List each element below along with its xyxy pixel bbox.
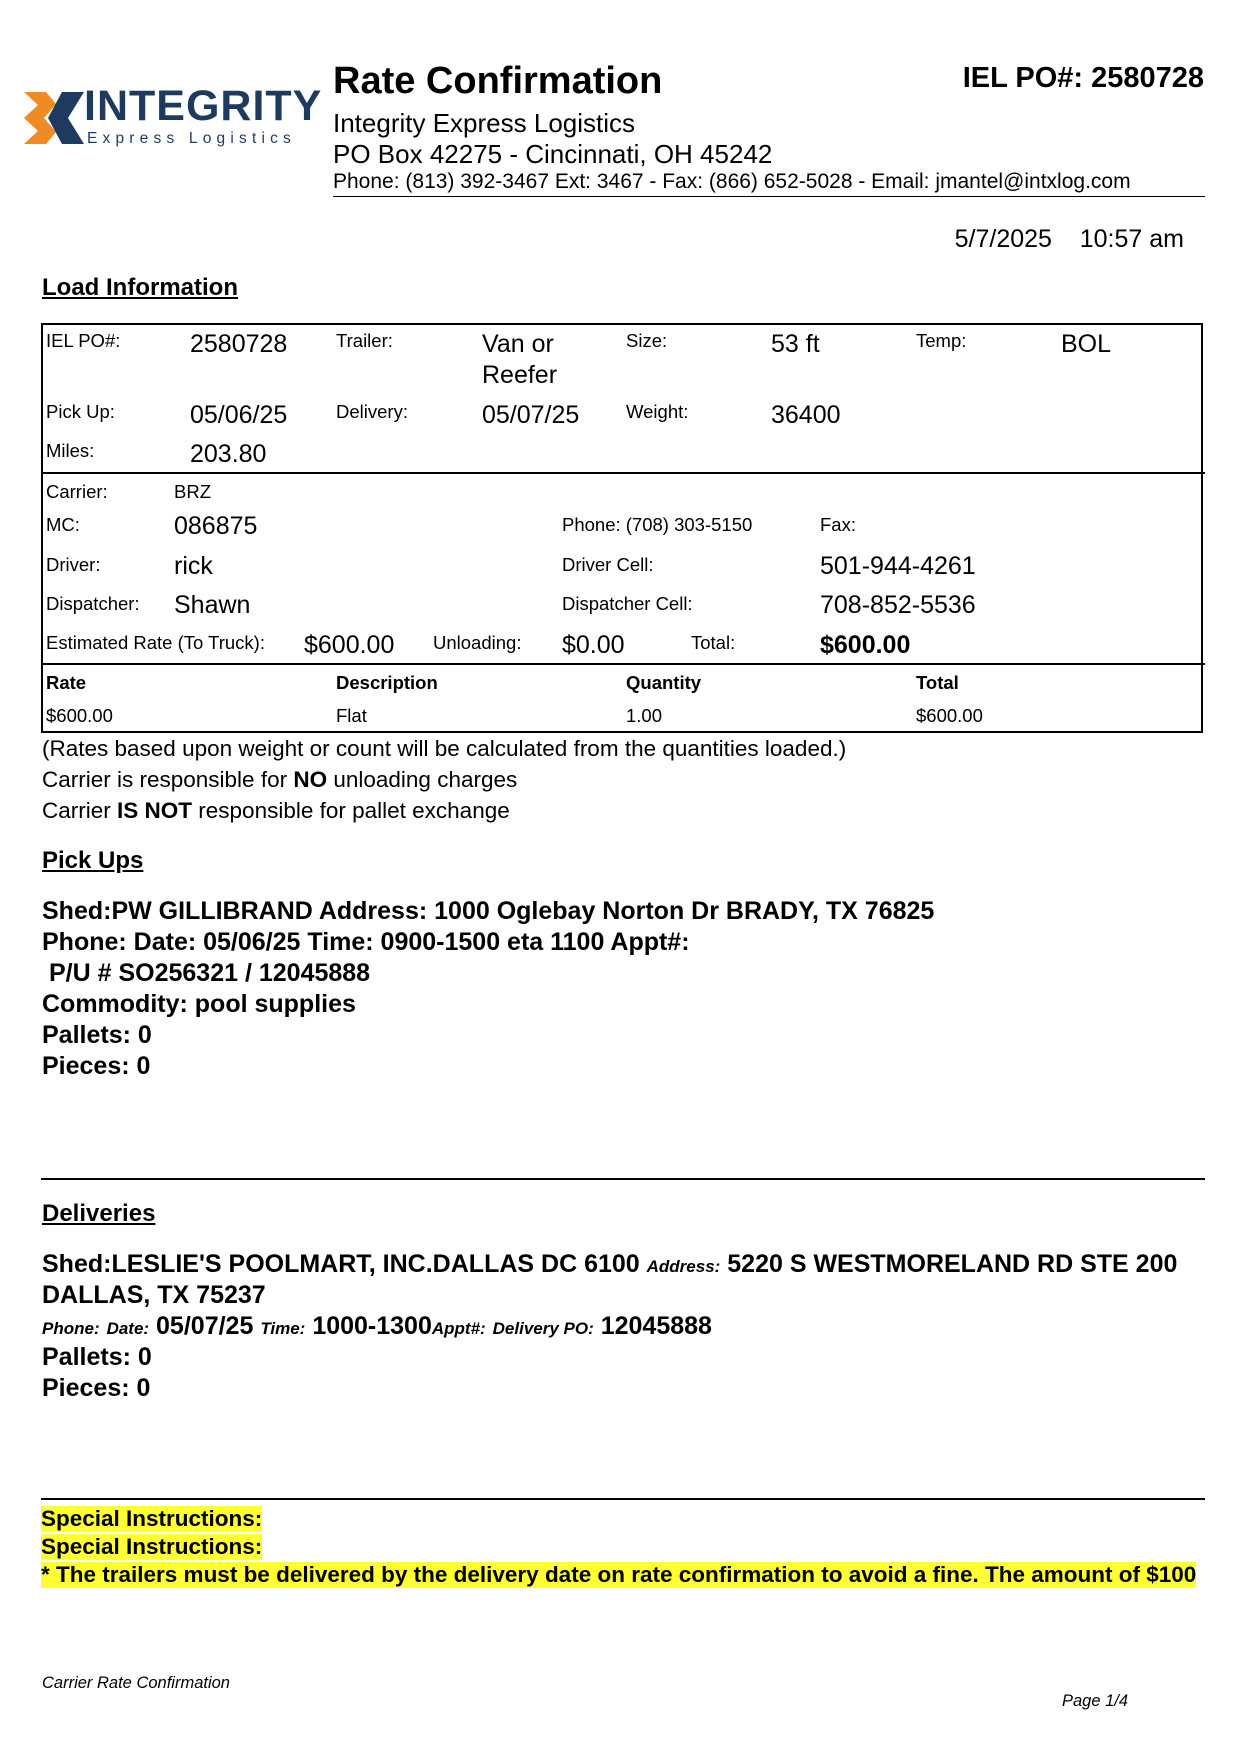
unloading-note: Carrier is responsible for NO unloading charges: [42, 767, 518, 792]
special-instructions-title-1: Special Instructions:: [41, 1506, 263, 1531]
company-contact: Phone: (813) 392-3467 Ext: 3467 - Fax: (866) 652-5028 - Email: jmantel@intxlog.com: [333, 170, 1131, 193]
rates-cell-quantity: 1.00: [626, 705, 663, 726]
pickups-divider: [41, 1178, 1205, 1180]
driver-cell-value: 501-944-4261: [820, 552, 976, 580]
special-instructions-title-2: Special Instructions:: [41, 1534, 263, 1559]
dispatcher-label: Dispatcher:: [46, 593, 140, 614]
po-value: 2580728: [190, 330, 288, 358]
carrier-phone: Phone: (708) 303-5150: [562, 514, 753, 535]
pickup-date-value: 05/06/25: [190, 401, 288, 429]
rates-cell-rate: $600.00: [46, 705, 113, 726]
trailer-value-line2: Reefer: [482, 361, 558, 389]
special-instructions-text: * The trailers must be delivered by the delivery date on rate confirmation to avoid a fine. The amount of $100: [41, 1562, 1197, 1587]
logo-wordmark: INTEGRITY: [84, 82, 323, 130]
dispatcher-cell-value: 708-852-5536: [820, 591, 976, 619]
driver-cell-label: Driver Cell:: [562, 554, 654, 575]
pickup-commodity: Commodity: pool supplies: [42, 990, 356, 1018]
rates-header-total: Total: [916, 672, 959, 693]
logo-subtitle: Express Logistics: [87, 130, 297, 147]
delivery-address: 5220 S WESTMORELAND RD STE 200: [727, 1250, 1178, 1278]
footer-page-number: Page 1/4: [1062, 1692, 1129, 1710]
document-date: 5/7/2025: [954, 225, 1052, 253]
total-value: $600.00: [820, 631, 911, 659]
company-address: PO Box 42275 - Cincinnati, OH 45242: [333, 139, 773, 169]
temp-value: BOL: [1061, 330, 1112, 358]
delivery-phone-date-time: Phone: Date: 05/07/25 Time: 1000-1300Appt#: Delivery PO: 12045888: [42, 1312, 712, 1340]
weight-value: 36400: [771, 401, 841, 429]
pickup-pallets: Pallets: 0: [42, 1021, 152, 1049]
delivery-date-label: Delivery:: [336, 401, 408, 422]
company-logo-mark: [24, 92, 84, 144]
dispatcher-value: Shawn: [174, 591, 251, 619]
load-information-heading: Load Information: [42, 274, 238, 301]
estimated-rate-value: $600.00: [304, 631, 395, 659]
delivery-date-value: 05/07/25: [482, 401, 580, 429]
delivery-pieces: Pieces: 0: [42, 1374, 151, 1402]
rates-header-quantity: Quantity: [626, 672, 702, 693]
miles-label: Miles:: [46, 440, 95, 461]
deliveries-divider: [41, 1498, 1205, 1500]
po-number-header: IEL PO#: 2580728: [962, 62, 1204, 94]
mc-value: 086875: [174, 512, 258, 540]
pickup-date-label: Pick Up:: [46, 401, 115, 422]
miles-value: 203.80: [190, 440, 267, 468]
trailer-label: Trailer:: [336, 330, 393, 351]
rates-cell-total: $600.00: [916, 705, 983, 726]
trailer-value-line1: Van or: [482, 330, 554, 358]
total-label: Total:: [691, 632, 736, 653]
size-value: 53 ft: [771, 330, 820, 358]
deliveries-heading: Deliveries: [42, 1200, 156, 1227]
document-timestamp: [955, 225, 1184, 254]
header-divider: [333, 196, 1205, 197]
pickup-pieces: Pieces: 0: [42, 1052, 151, 1080]
driver-label: Driver:: [46, 554, 101, 575]
pick-ups-heading: Pick Ups: [42, 847, 144, 874]
po-label: IEL PO#:: [46, 330, 121, 351]
company-name: Integrity Express Logistics: [333, 108, 636, 138]
delivery-pallets: Pallets: 0: [42, 1343, 152, 1371]
delivery-time: 1000-1300: [312, 1312, 432, 1340]
temp-label: Temp:: [916, 330, 967, 351]
load-carrier-divider: [41, 472, 1205, 474]
delivery-shed: Shed:LESLIE'S POOLMART, INC.DALLAS DC 6100: [42, 1250, 640, 1278]
estimated-rate-label: Estimated Rate (To Truck):: [46, 632, 265, 653]
pallet-note: Carrier IS NOT responsible for pallet exchange: [42, 798, 510, 823]
footer-document-name: Carrier Rate Confirmation: [42, 1674, 230, 1692]
carrier-value: BRZ: [174, 481, 211, 502]
delivery-city: DALLAS, TX 75237: [42, 1281, 266, 1309]
weight-label: Weight:: [626, 401, 689, 422]
delivery-po: 12045888: [600, 1312, 712, 1340]
unloading-value: $0.00: [562, 631, 625, 659]
pickup-phone-date-time: Phone: Date: 05/06/25 Time: 0900-1500 eta 1100 Appt#:: [42, 928, 690, 956]
driver-value: rick: [174, 552, 213, 580]
carrier-fax-label: Fax:: [820, 514, 856, 535]
rates-note: (Rates based upon weight or count will be calculated from the quantities loaded.): [42, 736, 847, 761]
size-label: Size:: [626, 330, 668, 351]
mc-label: MC:: [46, 514, 80, 535]
delivery-date: 05/07/25: [156, 1312, 254, 1340]
pickup-pu-number: P/U # SO256321 / 12045888: [49, 959, 371, 987]
page-title: Rate Confirmation: [333, 60, 663, 102]
document-time: 10:57 am: [1079, 225, 1184, 253]
carrier-label: Carrier:: [46, 481, 108, 502]
dispatcher-cell-label: Dispatcher Cell:: [562, 593, 693, 614]
rates-header-rate: Rate: [46, 672, 87, 693]
rates-header-description: Description: [336, 672, 438, 693]
carrier-rates-divider: [41, 663, 1205, 665]
rates-cell-description: Flat: [336, 705, 367, 726]
pickup-shed-address: Shed:PW GILLIBRAND Address: 1000 Oglebay Norton Dr BRADY, TX 76825: [42, 897, 935, 925]
delivery-shed-address: Shed:LESLIE'S POOLMART, INC.DALLAS DC 6100 Address: 5220 S WESTMORELAND RD STE 200: [42, 1250, 1178, 1278]
unloading-label: Unloading:: [433, 632, 522, 653]
